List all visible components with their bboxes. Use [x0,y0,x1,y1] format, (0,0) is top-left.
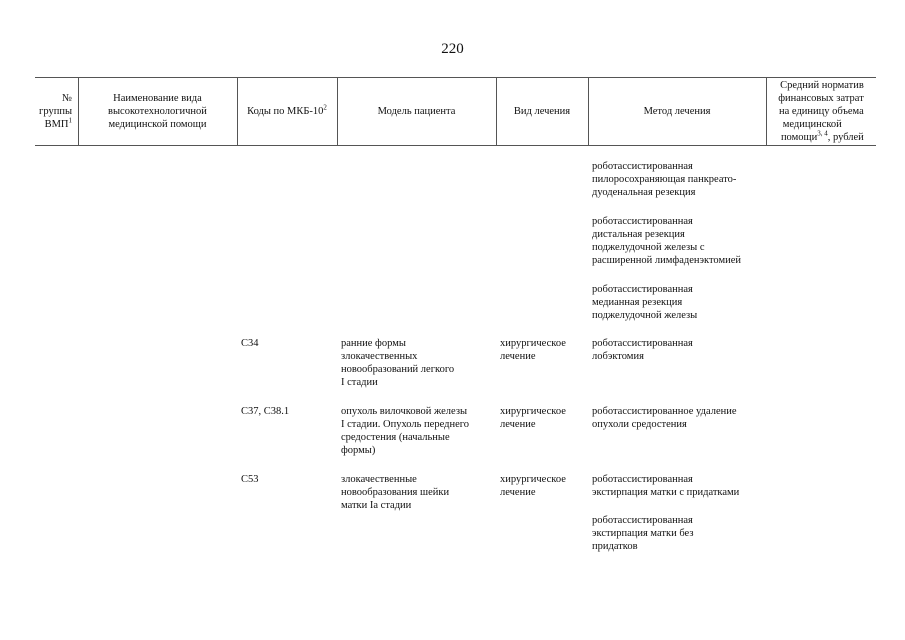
header-average-cost-standard: Средний норматив финансовых затрат на единицу объема медицинской помощи$^{3, 4}$, рублей [778,79,864,143]
treatment-method-cell: роботассистированная экстирпация матки с придатками [592,474,740,498]
icd-code-cell: C37, C38.1 [241,406,290,417]
treatment-method-cell: роботассистированная пилоросохраняющая панкреато- дуоденальная резекция [592,161,737,198]
treatment-type-cell: хирургическое лечение [500,474,566,498]
treatment-method-cell: роботассистированная экстирпация матки без придатков [592,515,694,552]
treatment-method-cell: роботассистированная медианная резекция поджелудочной железы [592,284,698,321]
icd-code-cell: C34 [241,338,259,349]
header-treatment-type: Вид лечения [513,105,571,117]
header-treatment-method: Метод лечения [643,105,711,117]
patient-model-cell: ранние формы злокачественных новообразований легкого I стадии [341,338,455,388]
treatment-type-cell: хирургическое лечение [500,406,566,430]
icd-code-cell: C53 [241,474,259,485]
header-icd-codes: Коды по МКБ-$10^2$ [247,103,327,117]
header-care-type-name: Наименование вида высокотехнологичной медицинской помощи [108,92,207,130]
header-group-number: № группы ВМП$^1$ [39,92,72,130]
page-number: 220 [441,41,464,57]
treatment-method-cell: роботассистированное удаление опухоли средостения [592,406,737,430]
table-header-bottom-border [35,145,876,146]
treatment-method-cell: роботассистированная дистальная резекция поджелудочной железы с расширенной лимфаденэктомией [592,216,742,266]
header-patient-model: Модель пациента [377,105,456,117]
patient-model-cell: злокачественные новообразования шейки матки Ia стадии [341,474,450,511]
treatment-method-cell: роботассистированная лобэктомия [592,338,693,362]
treatment-type-cell: хирургическое лечение [500,338,566,362]
patient-model-cell: опухоль вилочковой железы I стадии. Опухоль переднего средостения (начальные формы) [341,406,470,456]
